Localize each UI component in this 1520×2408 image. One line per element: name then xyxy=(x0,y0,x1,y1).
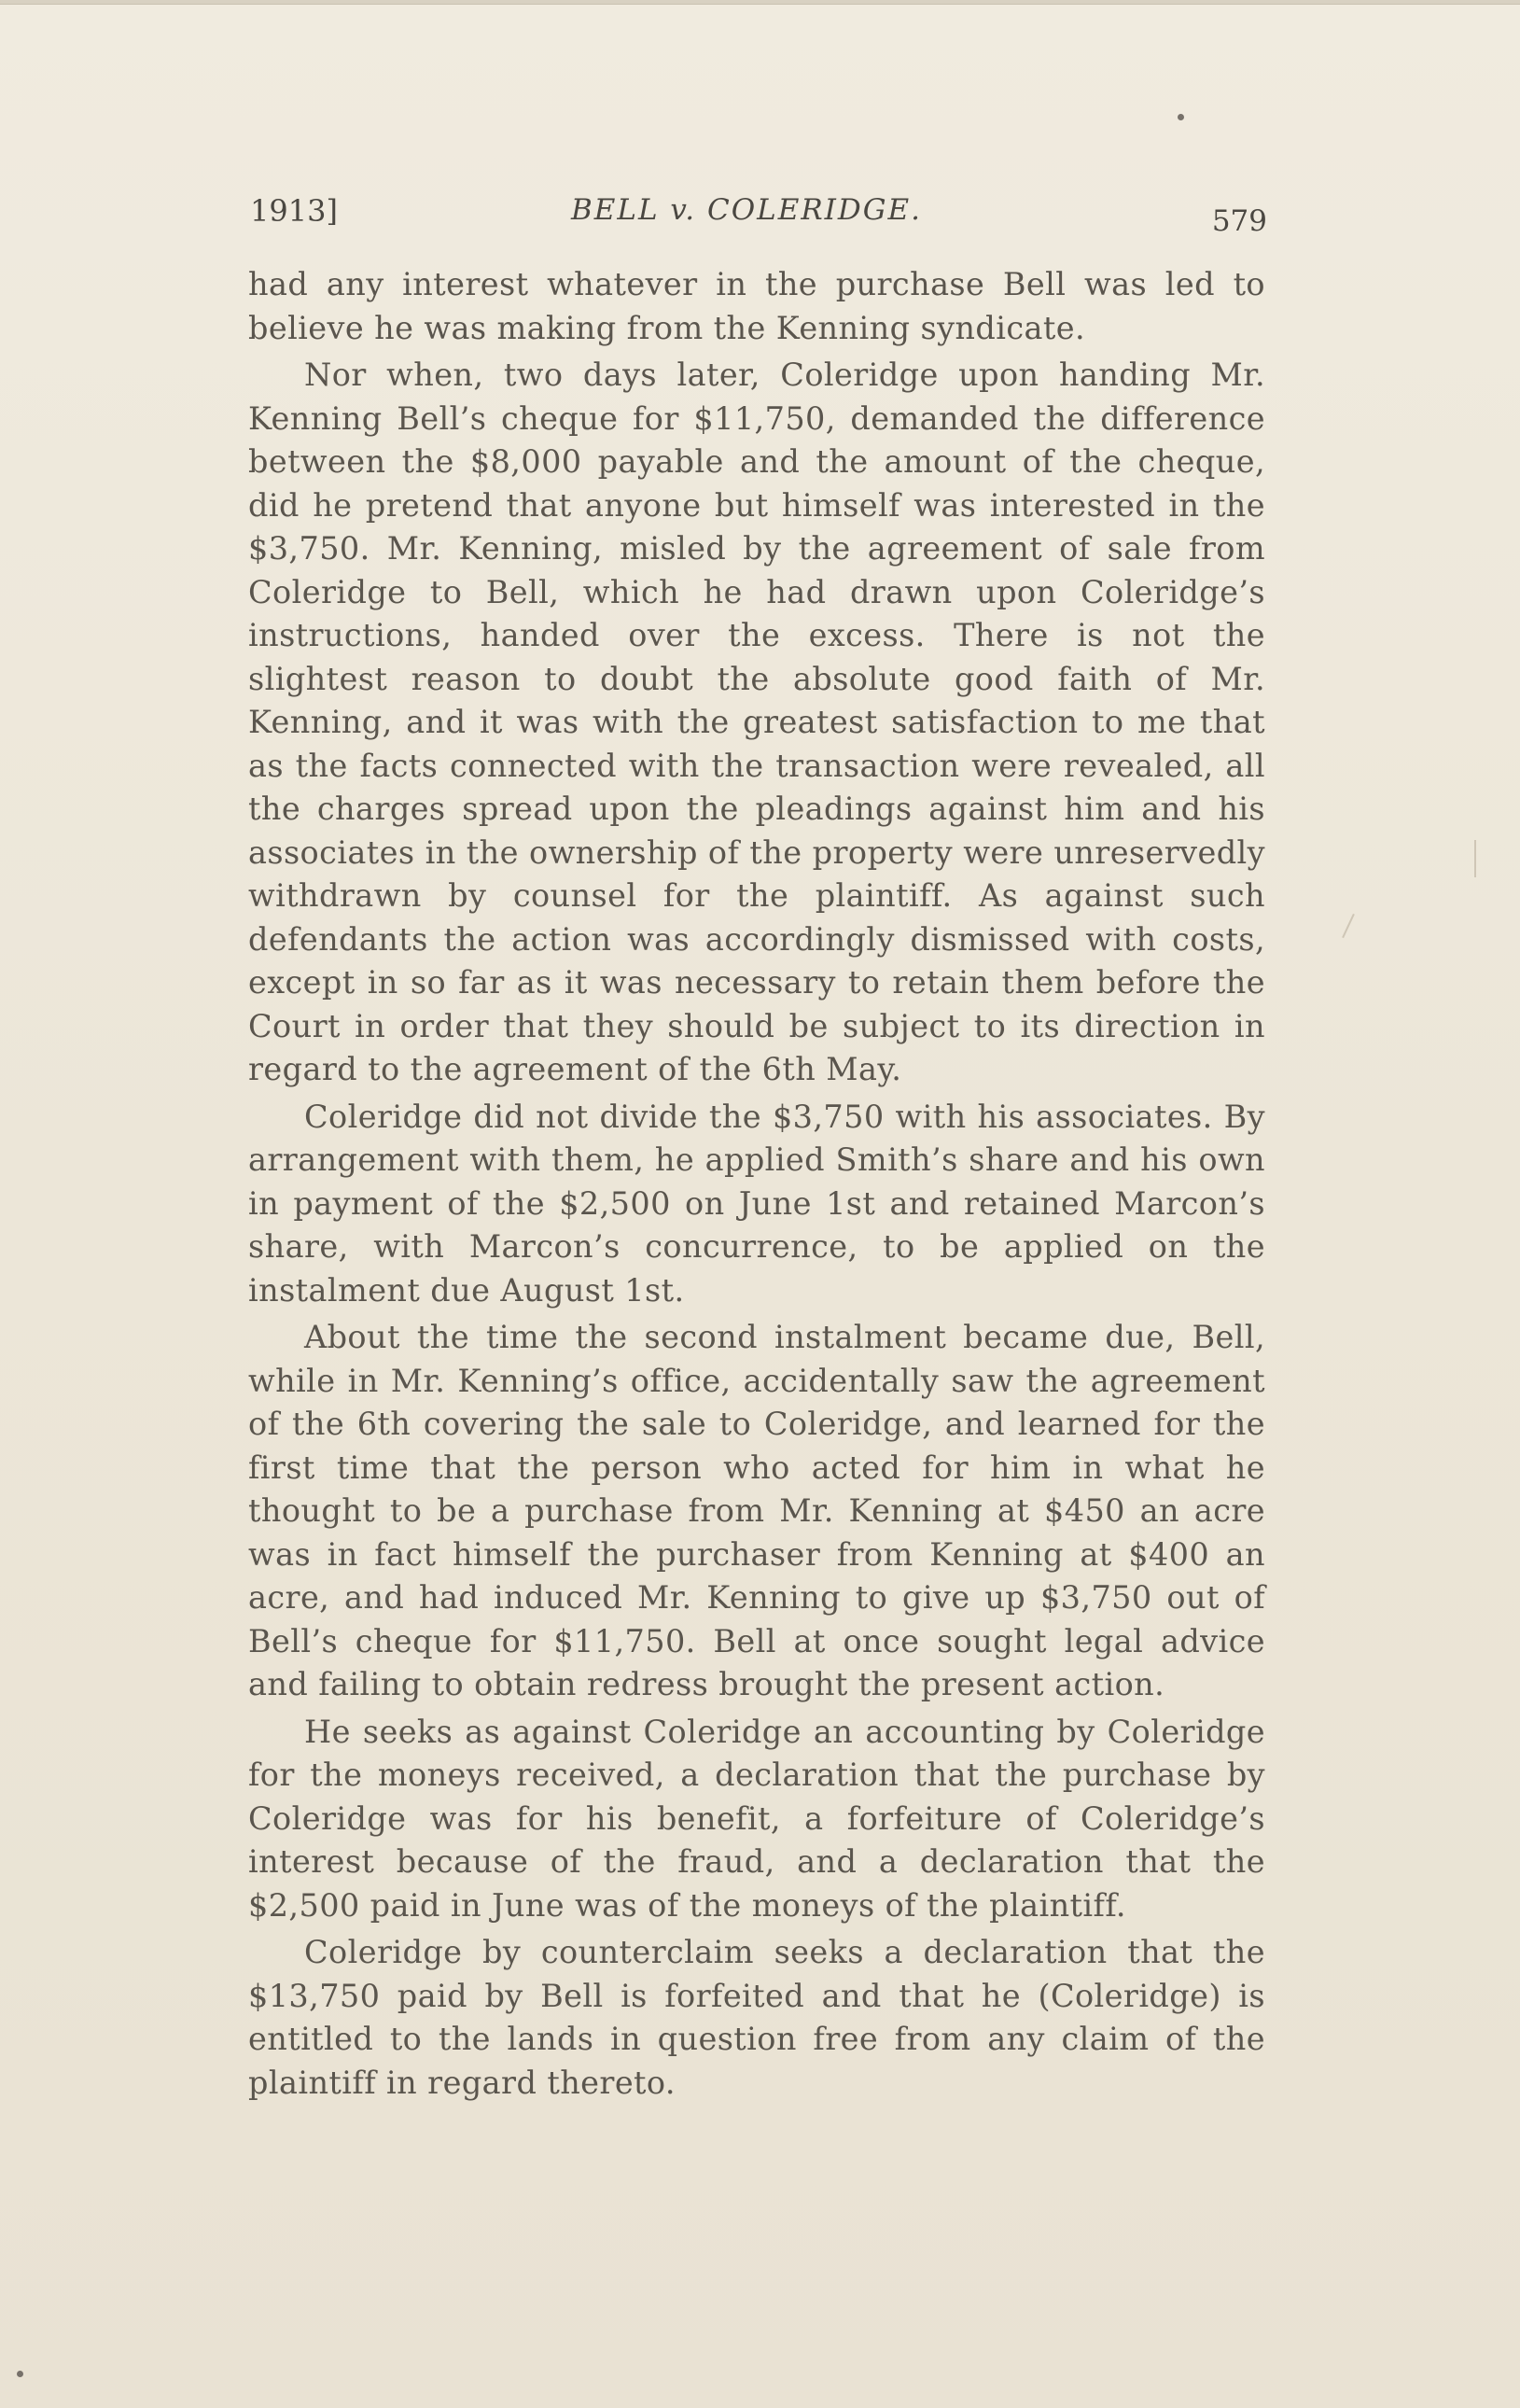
running-header xyxy=(250,193,1267,238)
paragraph-6: Coleridge by counterclaim seeks a declaration that the $13,750 paid by Bell is forfeited and that he (Coleridge) is entitled to the lands in question free from any claim of the plaintiff in regard thereto. xyxy=(248,1934,1265,2101)
paragraph-5: He seeks as against Coleridge an accounting by Coleridge for the moneys received, a declaration that the purchase by Coleridge was for his benefit, a forfeiture of Coleridge’s interest because of the fraud, and a declaration that the $2,500 paid in June was of the moneys of the plaintiff. xyxy=(248,1713,1265,1924)
page-year: 1913] xyxy=(250,193,338,229)
margin-mark xyxy=(1474,840,1476,877)
paragraph-3: Coleridge did not divide the $3,750 with his associates. By arrangement with them, he applied Smith’s share and his own in payment of the $2,500 on June 1st and retained Marcon’s share, with Marcon’s concurrence, to be applied on the instalment due August 1st. xyxy=(248,1098,1265,1309)
page-number: 579 xyxy=(1211,204,1267,238)
document-body xyxy=(248,263,1265,2108)
paragraph-4: About the time the second instalment became due, Bell, while in Mr. Kenning’s office, accidentally saw the agreement of the 6th covering the sale to Coleridge, and learned for the first time that the person who acted for him in what he thought to be a purchase from Mr. Kenning at $450 an acre was in fact himself the purchaser from Kenning at $400 an acre, and had induced Mr. Kenning to give up $3,750 out of Bell’s cheque for $11,750. Bell at once sought legal advice and failing to obtain redress brought the present action. xyxy=(248,1319,1265,1702)
speck-mark xyxy=(1178,114,1184,120)
paragraph-1: had any interest whatever in the purchase Bell was led to believe he was making from the Kenning syndicate. xyxy=(248,266,1265,346)
paragraph-2: Nor when, two days later, Coleridge upon handing Mr. Kenning Bell’s cheque for $11,750, demanded the difference between the $8,000 payable and the amount of the cheque, did he pretend that anyone but himself was interested in the $3,750. Mr. Kenning, misled by the agreement of sale from Coleridge to Bell, which he had drawn upon Coleridge’s instructions, handed over the excess. There is not the slightest reason to doubt the absolute good faith of Mr. Kenning, and it was with the greatest satisfaction to me that as the facts connected with the transaction were revealed, all the charges spread upon the pleadings against him and his associates in the ownership of the property were unreservedly withdrawn by counsel for the plaintiff. As against such defendants the action was accordingly dismissed with costs, except in so far as it was necessary to retain them before the Court in order that they should be subject to its direction in regard to the agreement of the 6th May. xyxy=(248,357,1265,1087)
margin-mark xyxy=(1342,914,1355,938)
case-title: BELL v. COLERIDGE. xyxy=(571,193,923,227)
speck-mark xyxy=(17,2371,23,2377)
top-rule xyxy=(0,0,1520,5)
